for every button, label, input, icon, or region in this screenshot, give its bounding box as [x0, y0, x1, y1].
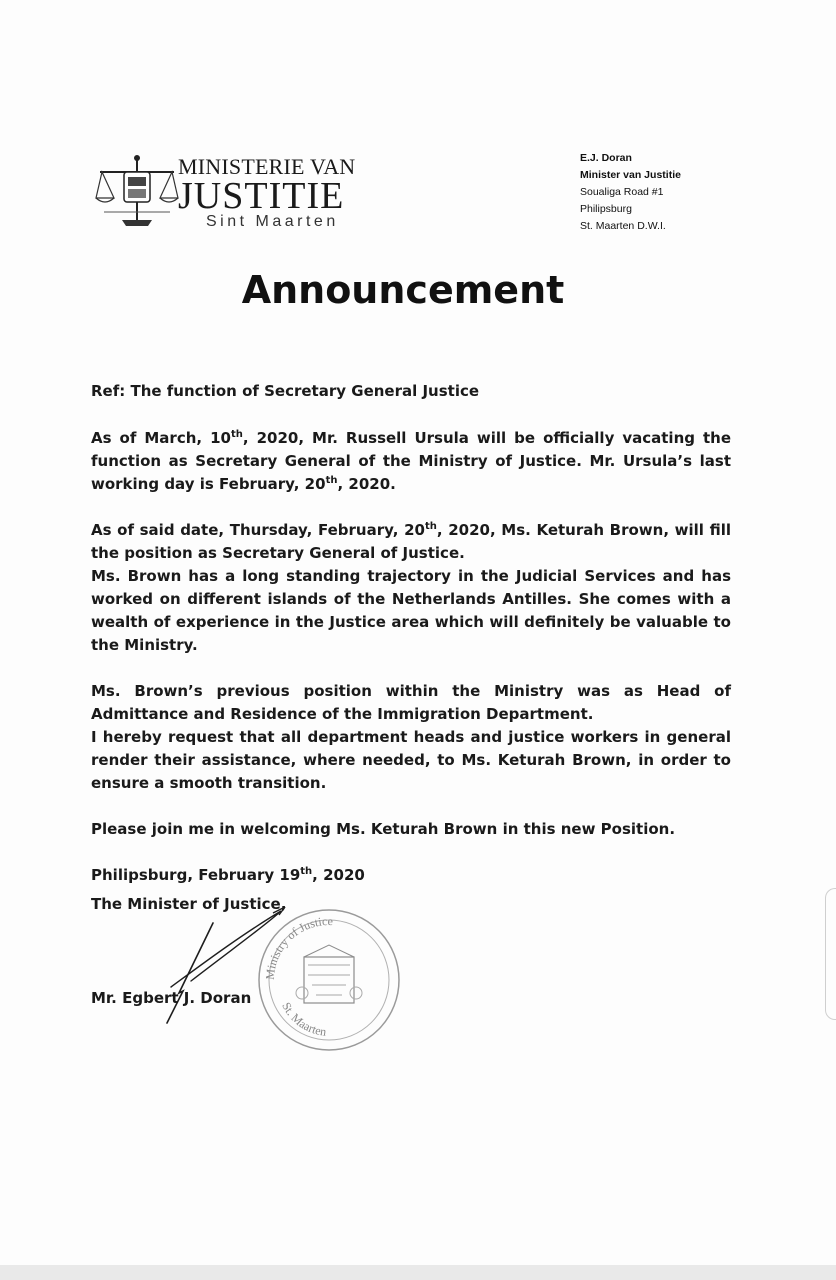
address-country: St. Maarten D.W.I.: [580, 220, 666, 232]
sender-address: [580, 150, 681, 235]
paragraph-1: As of March, 10th, 2020, Mr. Russell Ursula will be officially vacating the function as Secretary General of the Ministry of Justice. Mr. Ursula’s last working day is February, 20th, 2020.: [91, 429, 732, 493]
paragraph-3b: I hereby request that all department heads and justice workers in general render their assistance, where needed, to Ms. Keturah Brown, in order to ensure a smooth transition.: [91, 728, 731, 792]
minister-label: The Minister of Justice,: [91, 895, 287, 913]
welcome-line: Please join me in welcoming Ms. Keturah Brown in this new Position.: [91, 820, 676, 838]
ministry-seal: [252, 905, 407, 1055]
ministry-logo: [94, 150, 394, 240]
address-city: Philipsburg: [580, 203, 632, 215]
bottom-strip: [0, 1265, 836, 1280]
paragraph-3a: Ms. Brown’s previous position within the Ministry was as Head of Admittance and Residence of the Immigration Department.: [91, 682, 731, 723]
scales-of-justice-emblem: [94, 150, 180, 232]
reference-line: Ref: The function of Secretary General Justice: [91, 382, 480, 400]
document-body: [91, 380, 731, 887]
address-street: Soualiga Road #1: [580, 186, 664, 198]
paragraph-2b: Ms. Brown has a long standing trajectory in the Judicial Services and has worked on different islands of the Netherlands Antilles. She comes with a wealth of experience in the Justice area which will definitely be valuable to the Ministry.: [91, 567, 731, 654]
seal-bottom-text: St. Maarten: [279, 999, 328, 1039]
logo-sint-maarten: Sint Maarten: [206, 213, 339, 230]
seal-top-text: Ministry of Justice: [262, 913, 334, 981]
minister-name: Mr. Egbert J. Doran: [91, 989, 252, 1007]
scroll-handle[interactable]: [825, 888, 836, 1020]
logo-ministerie-van: MINISTERIE VAN: [178, 154, 356, 179]
address-name: E.J. Doran: [580, 152, 632, 164]
logo-justitie: JUSTITIE: [178, 175, 345, 217]
document-title: Announcement: [241, 268, 565, 312]
paragraph-2a: As of said date, Thursday, February, 20th, 2020, Ms. Keturah Brown, will fill the position as Secretary General of Justice.: [91, 521, 731, 562]
place-date: Philipsburg, February 19th, 2020: [91, 866, 365, 884]
address-role: Minister van Justitie: [580, 169, 681, 181]
